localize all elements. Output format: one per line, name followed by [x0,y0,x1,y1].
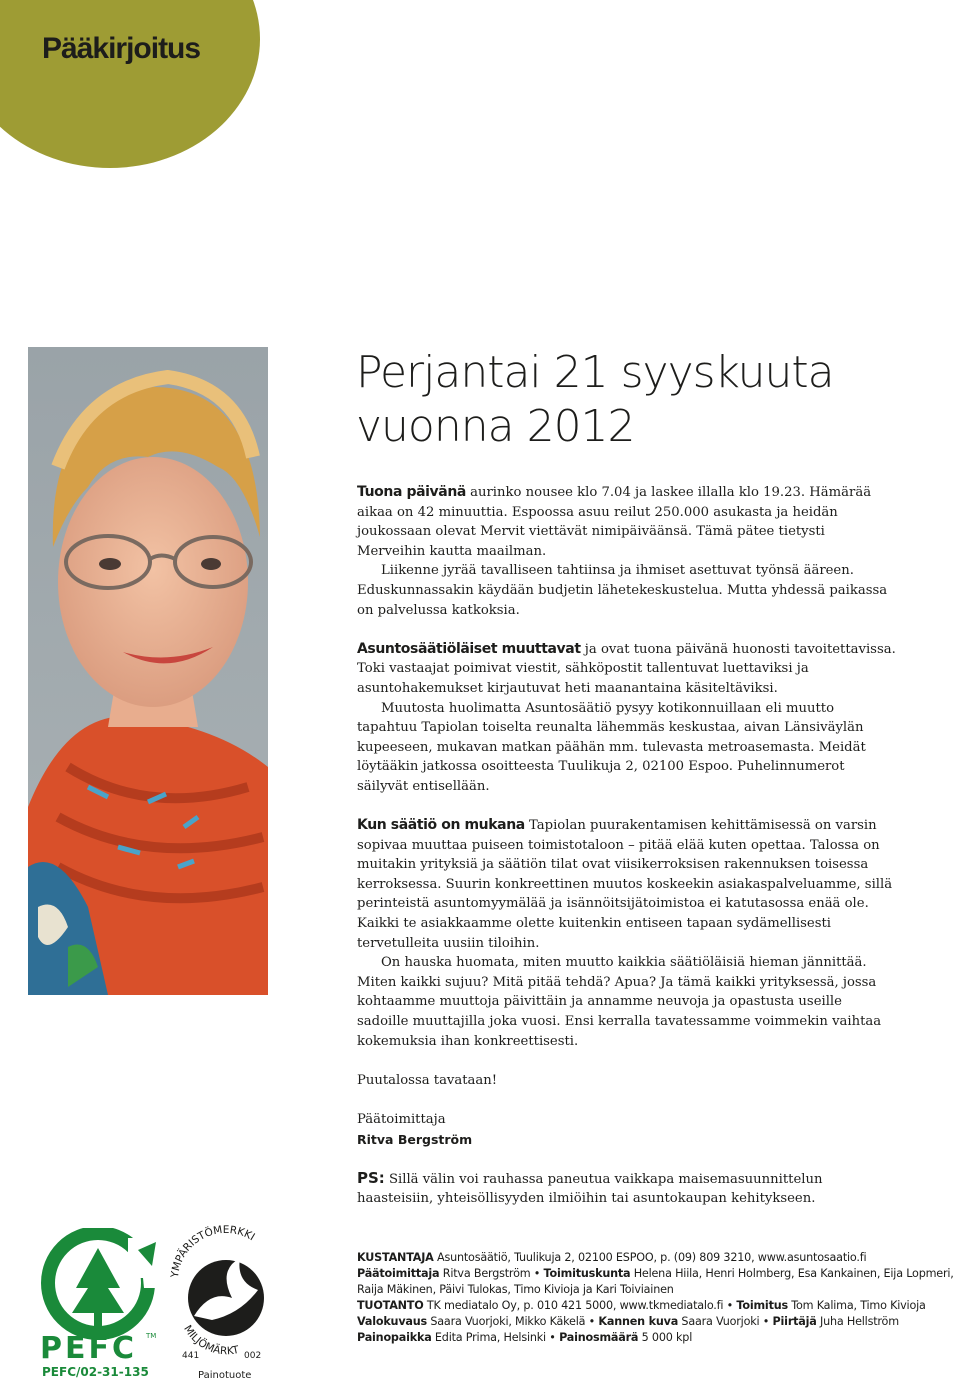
headline-line2: vuonna 2012 [356,401,635,452]
headline-line1: Perjantai 21 syyskuuta [356,347,834,398]
pefc-name: PEFC [40,1331,137,1366]
paragraph-1-text: aurinko nousee klo 7.04 ja laskee illalla klo 19.23. Hämärää aikaa on 42 minuuttia. Espoossa asuu reilut 250.000 asukasta ja heidän joukossaan olevat Mervit viettävät nimipäiväänsä. Tämä pätee tietysti Merveihin kautta maailman. [357,485,872,559]
colophon-publisher: KUSTANTAJA Asuntosäätiö, Tuulikuja 2, 02100 ESPOO, p. (09) 809 3210, www.asuntosaatio.fi [357,1251,867,1264]
paragraph-2-lead: Asuntosäätiöläiset muuttavat [357,640,581,657]
paragraph-1 [357,483,897,561]
colophon-board-cont: Raija Mäkinen, Päivi Tulokas, Timo Kivioja ja Kari Toiviainen [357,1283,674,1296]
paragraph-2b: Muutosta huolimatta Asuntosäätiö pysyy kotikonnuillaan eli muutto tapahtuu Tapiolan toiselta reunalta lähemmäs keskustaa, aivan Länsiväylän kupeeseen, mukavan matkan päähän mm. tulevasta metroasemasta. Meidät löytääkin jatkossa osoitteesta Tuulikuja 2, 02100 Espoo. Puhelinnumerot säilyvät entisellään. [357,700,866,794]
paragraph-3 [357,816,897,953]
pefc-tm: TM [146,1332,157,1340]
paragraph-3b: On hauska huomata, miten muutto kaikkia säätiöläisiä hieman jännittää. Miten kaikki sujuu? Mitä pitää tehdä? Apua? Ja tämä kaikki yrityksessä, jossa kohtaamme muuttoja päivittäin ja annamme neuvoja ja opastusta useille sadoille muuttajilla joka vuosi. Ensi kerralla tavatessamme voimmekin vaihtaa kokemuksia ihan konkreettisesti. [357,955,882,1049]
paragraph-1b: Liikenne jyrää tavalliseen tahtiinsa ja ihmiset asettuvat työnsä ääreen. Eduskunnassakin käydään budjetin lähetekeskustelua. Mutta yhdessä paikassa on palvelussa katkoksia. [357,563,888,618]
postscript-lead: PS: [357,1168,385,1187]
colophon-editor-board: Päätoimittaja Ritva Bergström • Toimituskunta Helena Hiila, Henri Holmberg, Esa Kankainen, Eija Lopmeri, [357,1267,954,1280]
section-badge [0,0,260,168]
editorial-body [357,483,897,1209]
colophon [357,1250,957,1346]
section-label: Pääkirjoitus [42,32,201,65]
colophon-printing: Painopaikka Edita Prima, Helsinki • Painosmäärä 5 000 kpl [357,1331,693,1344]
editor-portrait [28,347,268,995]
paragraph-3-text: Tapiolan puurakentamisen kehittämisessä on varsin sopivaa muuttaa puiseen toimistotaloon – pitää elää kuten opettaa. Talossa on muitakin yrityksiä ja säätiön tilat ovat viisikerroksisen rakennuksen toisessa kerroksessa. Suurin konkreettinen muutos koskeekin asiakaspalveluamme, sillä perinteistä asuntomyymälää ja isännöitsijätoimistoa ei katutasossa enää ole. Kaikki te asiakkaamme olette kuitenkin entiseen tapaan sydämellisesti tervetulleita uusiin tiloihin. [357,818,893,951]
ecolabel-top-text: YMPÄRISTÖMERKKI [170,1223,257,1279]
pefc-logo [40,1228,160,1378]
paragraph-1-lead: Tuona päivänä [357,484,466,500]
pefc-code: PEFC/02-31-135 [42,1365,149,1378]
ecolabel-logo [170,1218,278,1383]
ecolabel-caption: Painotuote [198,1370,252,1381]
paragraph-2-text: ja ovat tuona päivänä huonosti tavoitettavissa. Toki vastaajat poimivat viestit, sähköpostit tallentuvat luettaviksi ja asuntohakemukset kirjautuvat heti maanantaina käsiteltäviksi. [357,641,896,696]
signature-name: Ritva Bergström [357,1131,473,1147]
paragraph-2 [357,640,897,699]
paragraph-3-lead: Kun säätiö on mukana [357,817,525,834]
signature-title: Päätoimittaja [357,1112,446,1127]
postscript-text: Sillä välin voi rauhassa paneutua vaikkapa maisemasuunnittelun haasteisiin, yhteisöllisyyden ilmiöihin tai asuntokaupan kehitykseen. [357,1171,823,1207]
ecolabel-bottom-text: MILJÖMÄRKT [181,1323,241,1358]
ecolabel-number-1: 441 [182,1351,200,1361]
headline [356,346,936,454]
ecolabel-number-2: 002 [244,1351,262,1361]
postscript [357,1169,897,1209]
closing-line: Puutalossa tavataan! [357,1072,498,1088]
colophon-production: TUOTANTO TK mediatalo Oy, p. 010 421 5000, www.tkmediatalo.fi • Toimitus Tom Kalima, Timo Kivioja [357,1299,926,1312]
colophon-photos: Valokuvaus Saara Vuorjoki, Mikko Käkelä • Kannen kuva Saara Vuorjoki • Piirtäjä Juha Hellström [357,1315,899,1328]
